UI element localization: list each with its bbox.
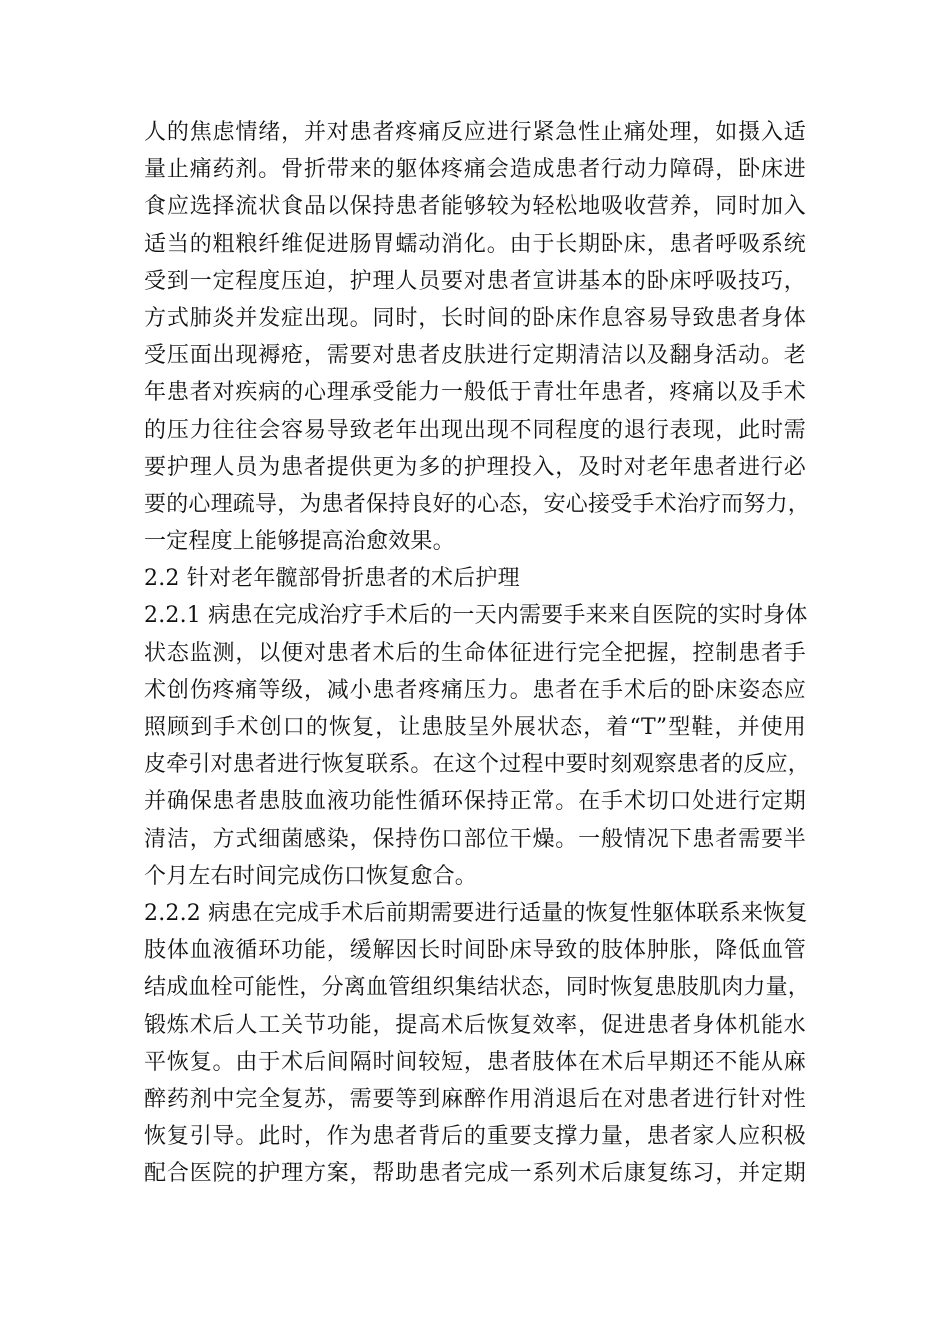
text-line: 2.2.1 病患在完成治疗手术后的一天内需要手来来自医院的实时身体 xyxy=(144,603,808,629)
text-line: 2.2 针对老年髋部骨折患者的术后护理 xyxy=(144,566,520,592)
text-line: 人的焦虑情绪，并对患者疼痛反应进行紧急性止痛处理，如摄入适 xyxy=(144,120,806,145)
text-line: 恢复引导。此时，作为患者背后的重要支撑力量，患者家人应积极 xyxy=(144,1124,806,1150)
text-line: 清洁，方式细菌感染，保持伤口部位干燥。一般情况下患者需要半 xyxy=(144,826,806,852)
text-line: 受到一定程度压迫，护理人员要对患者宣讲基本的卧床呼吸技巧， xyxy=(144,268,806,294)
text-line: 适当的粗粮纤维促进肠胃蠕动消化。由于长期卧床，患者呼吸系统 xyxy=(144,231,806,257)
text-line: 个月左右时间完成伤口恢复愈合。 xyxy=(144,863,478,889)
text-line: 年患者对疾病的心理承受能力一般低于青壮年患者，疼痛以及手术 xyxy=(144,380,806,406)
text-line: 的压力往往会容易导致老年出现出现不同程度的退行表现，此时需 xyxy=(144,417,806,443)
text-line: 方式肺炎并发症出现。同时，长时间的卧床作息容易导致患者身体 xyxy=(144,305,806,331)
text-line: 一定程度上能够提高治愈效果。 xyxy=(144,529,455,555)
text-line: 锻炼术后人工关节功能，提高术后恢复效率，促进患者身体机能水 xyxy=(144,1012,806,1038)
text-line: 量止痛药剂。骨折带来的躯体疼痛会造成患者行动力障碍，卧床进 xyxy=(144,157,806,183)
text-line: 受压面出现褥疮，需要对患者皮肤进行定期清洁以及翻身活动。老 xyxy=(144,343,806,369)
text-line: 食应选择流状食品以保持患者能够较为轻松地吸收营养，同时加入 xyxy=(144,194,806,220)
text-line: 要护理人员为患者提供更为多的护理投入，及时对老年患者进行必 xyxy=(144,454,806,480)
text-line: 术创伤疼痛等级，减小患者疼痛压力。患者在手术后的卧床姿态应 xyxy=(144,677,806,703)
text-line: 并确保患者患肢血液功能性循环保持正常。在手术切口处进行定期 xyxy=(144,789,806,815)
text-line: 醉药剂中完全复苏，需要等到麻醉作用消退后在对患者进行针对性 xyxy=(144,1086,806,1112)
text-line: 结成血栓可能性，分离血管组织集结状态，同时恢复患肢肌肉力量， xyxy=(144,975,811,1001)
text-line: 要的心理疏导，为患者保持良好的心态，安心接受手术治疗而努力， xyxy=(144,491,811,517)
text-line: 肢体血液循环功能，缓解因长时间卧床导致的肢体肿胀，降低血管 xyxy=(144,938,806,964)
text-line: 2.2.2 病患在完成手术后前期需要进行适量的恢复性躯体联系来恢复 xyxy=(144,900,808,926)
body-text xyxy=(144,114,824,1192)
text-line: 照顾到手术创口的恢复，让患肢呈外展状态，着“T”型鞋，并使用 xyxy=(144,715,806,740)
text-line: 皮牵引对患者进行恢复联系。在这个过程中要时刻观察患者的反应， xyxy=(144,752,811,778)
text-line: 平恢复。由于术后间隔时间较短，患者肢体在术后早期还不能从麻 xyxy=(144,1049,806,1075)
text-line: 配合医院的护理方案，帮助患者完成一系列术后康复练习，并定期 xyxy=(144,1161,806,1187)
text-line: 状态监测，以便对患者术后的生命体征进行完全把握，控制患者手 xyxy=(144,640,806,666)
